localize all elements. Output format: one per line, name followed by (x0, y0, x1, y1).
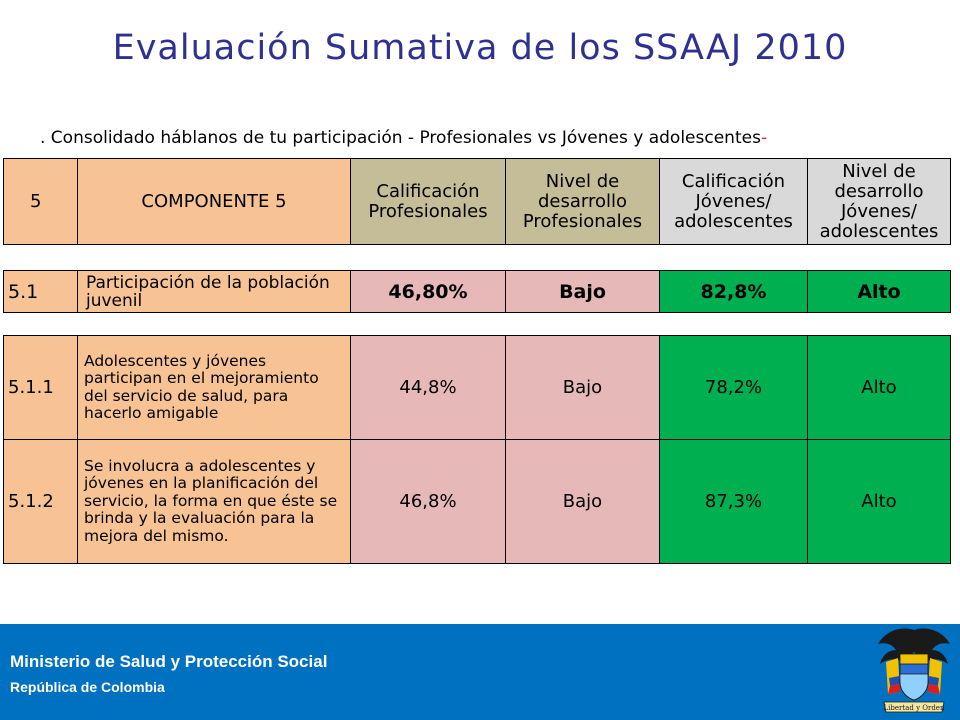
row-calificacion-jovenes: 87,3% (660, 440, 808, 564)
footer-bar (0, 624, 960, 720)
header-calificacion-jovenes: Calificación Jóvenes/ adolescentes (660, 159, 808, 245)
row-number: 5.1.1 (4, 336, 78, 440)
summary-number: 5.1 (4, 271, 78, 313)
table-row (4, 440, 951, 564)
seal-motto: Libertad y Orden (883, 704, 945, 712)
row-nivel-profesionales: Bajo (506, 440, 660, 564)
row-nivel-jovenes: Alto (808, 440, 951, 564)
summary-table (3, 270, 951, 313)
header-component-number: 5 (4, 159, 78, 245)
header-component-name: COMPONENTE 5 (78, 159, 351, 245)
row-label: Se involucra a adolescentes y jóvenes en la planificación del servicio, la forma en que éste se brinda y la evaluación para la mejora del mismo. (78, 440, 351, 564)
summary-label: Participación de la población juvenil (78, 271, 351, 313)
row-nivel-jovenes: Alto (808, 336, 951, 440)
summary-nivel-jovenes: Alto (808, 271, 951, 313)
summary-calificacion-jovenes: 82,8% (660, 271, 808, 313)
row-nivel-profesionales: Bajo (506, 336, 660, 440)
summary-row (4, 271, 951, 313)
footer-country: República de Colombia (10, 679, 165, 695)
footer-ministry: Ministerio de Salud y Protección Social (10, 652, 328, 671)
subtitle-dash: - (760, 128, 768, 148)
row-calificacion-profesionales: 46,8% (351, 440, 506, 564)
header-calificacion-profesionales: Calificación Profesionales (351, 159, 506, 245)
summary-calificacion-profesionales: 46,80% (351, 271, 506, 313)
subtitle (40, 128, 767, 148)
table-row (4, 336, 951, 440)
coat-of-arms-icon (872, 622, 956, 720)
detail-table (3, 335, 951, 564)
page-title: Evaluación Sumativa de los SSAAJ 2010 (112, 28, 848, 68)
row-calificacion-profesionales: 44,8% (351, 336, 506, 440)
row-calificacion-jovenes: 78,2% (660, 336, 808, 440)
row-label: Adolescentes y jóvenes participan en el mejoramiento del servicio de salud, para hacerlo amigable (78, 336, 351, 440)
header-nivel-profesionales: Nivel de desarrollo Profesionales (506, 159, 660, 245)
header-table (3, 158, 951, 245)
row-number: 5.1.2 (4, 440, 78, 564)
header-nivel-jovenes: Nivel de desarrollo Jóvenes/ adolescentes (808, 159, 951, 245)
summary-nivel-profesionales: Bajo (506, 271, 660, 313)
subtitle-text: . Consolidado háblanos de tu participación - Profesionales vs Jóvenes y adolescentes (40, 128, 761, 148)
